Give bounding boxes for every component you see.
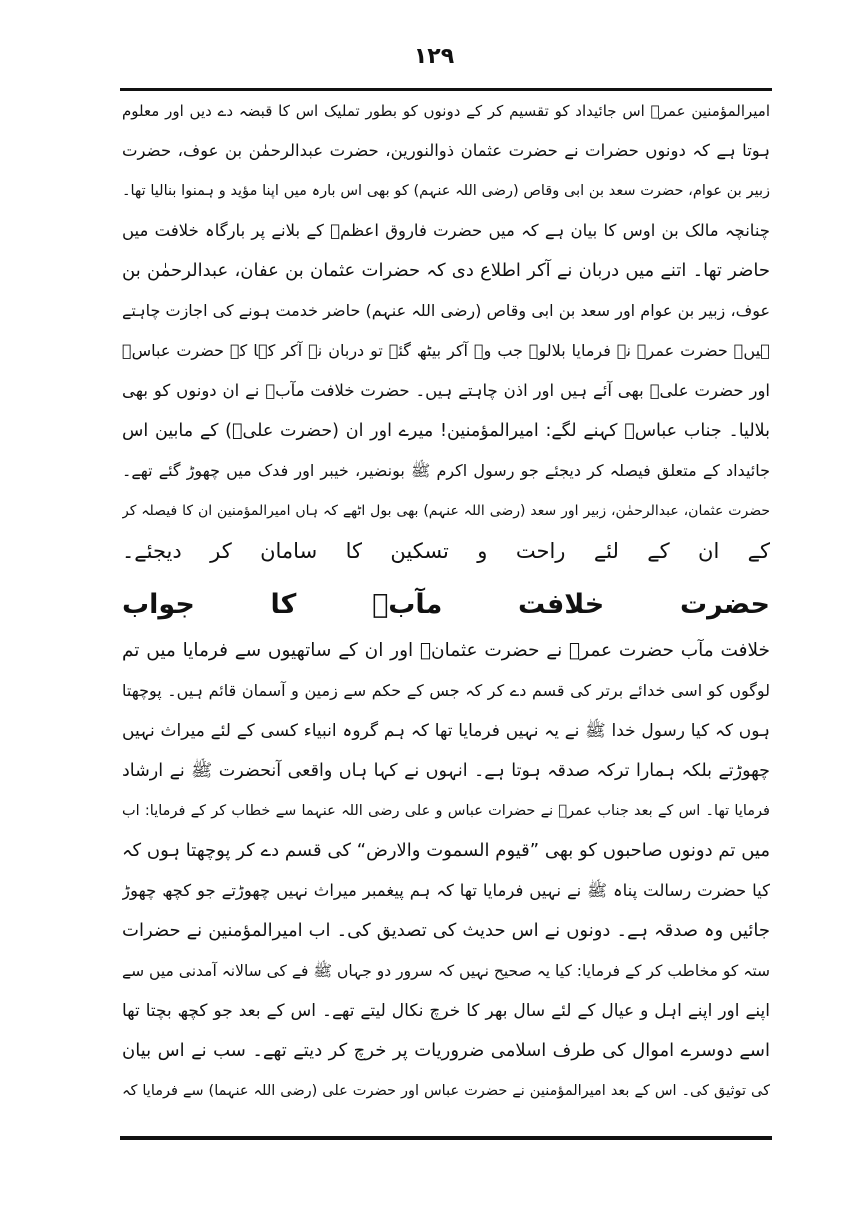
bottom-rule: [120, 1136, 772, 1140]
text-line: کی توثیق کی۔ اس کے بعد امیرالمؤمنین نے حضرت عباس اور حضرت علی (رضی اللہ عنہما) سے فرمایا کہ: [122, 1083, 770, 1099]
text-line: زبیر بن عوام، حضرت سعد بن ابی وقاص (رضی اللہ عنہم) کو بھی اس بارہ میں اپنا مؤید و ہمنوا بنالیا تھا۔: [122, 183, 770, 199]
text-line: عوف، زبیر بن عوام اور سعد بن ابی وقاص (رضی اللہ عنہم) حاضر خدمت ہونے کی اجازت چاہتے: [122, 301, 770, 320]
text-line: کے ان کے لئے راحت و تسکین کا سامان کر دیجئے۔: [122, 539, 770, 563]
text-column: [122, 96, 770, 1132]
text-line: خلافت مآب حضرت عمرؓ نے حضرت عثمانؓ اور ان کے ساتھیوں سے فرمایا میں تم: [122, 640, 770, 661]
section-heading: حضرت خلافت مآبؓ کا جواب: [122, 589, 770, 620]
text-line: امیرالمؤمنین عمرؓ اس جائیداد کو تقسیم کر کے دونوں کو بطور تملیک اس کا قبضہ دے دیں اور معلوم: [122, 102, 770, 120]
text-line: کیا حضرت رسالت پناہ ﷺ نے نہیں فرمایا تھا کہ ہم پیغمبر میراث نہیں چھوڑتے جو کچھ چھوڑ: [122, 881, 770, 900]
text-line: ستہ کو مخاطب کر کے فرمایا: کیا یہ صحیح نہیں کہ سرور دو جہاں ﷺ فے کی سالانہ آمدنی میں سے: [122, 962, 770, 980]
text-line: چھوڑتے بلکہ ہمارا ترکہ صدقہ ہوتا ہے۔ انہوں نے کہا ہاں واقعی آنحضرت ﷺ نے ارشاد: [122, 761, 770, 781]
text-line: ہوتا ہے کہ دونوں حضرات نے حضرت عثمان ذوالنورین، حضرت عبدالرحمٰن بن عوف، حضرت: [122, 141, 770, 160]
top-rule: [120, 88, 772, 91]
text-line: لوگوں کو اسی خدائے برتر کی قسم دے کر کہ جس کے حکم سے زمین و آسمان قائم ہیں۔ پوچھتا: [122, 681, 770, 700]
page-number: ۱۲۹: [413, 44, 455, 69]
text-line: حاضر تھا۔ اتنے میں دربان نے آکر اطلاع دی کہ حضرات عثمان بن عفان، عبدالرحمٰن بن: [122, 260, 770, 281]
text-line: جائیداد کے متعلق فیصلہ کر دیجئے جو رسول اکرم ﷺ بونضیر، خیبر اور فدک میں چھوڑ گئے تھے۔: [122, 461, 770, 480]
text-line: اور حضرت علیؓ بھی آئے ہیں اور اذن چاہتے ہیں۔ حضرت خلافت مآبؓ نے ان دونوں کو بھی: [122, 381, 770, 400]
text-line: حضرت عثمان، عبدالرحمٰن، زبیر اور سعد (رضی اللہ عنہم) بھی بول اٹھے کہ ہاں امیرالمؤمنین ان کا فیصلہ کر: [122, 503, 770, 519]
text-line: اپنے اور اپنے اہل و عیال کے لئے سال بھر کا خرچ نکال لیتے تھے۔ اس کے بعد جو کچھ بچتا تھا: [122, 1001, 770, 1021]
text-line: چنانچہ مالک بن اوس کا بیان ہے کہ میں حضرت فاروق اعظمؓ کے بلانے پر بارگاہ خلافت میں: [122, 221, 770, 240]
text-line: ہوں کہ کیا رسول خدا ﷺ نے یہ نہیں فرمایا تھا کہ ہم گروہ انبیاء کسی کے لئے میراث نہیں: [122, 721, 770, 741]
text-line: اسے دوسرے اموال کی طرف اسلامی ضروریات پر خرچ کر دیتے تھے۔ سب نے اس بیان: [122, 1040, 770, 1061]
text-line: بلالیا۔ جناب عباسؓ کہنے لگے: امیرالمؤمنین! میرے اور ان (حضرت علیؓ) کے مابین اس: [122, 421, 770, 441]
text-line: جائیں وہ صدقہ ہے۔ دونوں نے اس حدیث کی تصدیق کی۔ اب امیرالمؤمنین نے حضرات: [122, 920, 770, 941]
text-line: میں تم دونوں صاحبوں کو بھی ”قیوم السموت والارض“ کی قسم دے کر پوچھتا ہوں کہ: [122, 840, 770, 861]
text-line: ہیں۔ حضرت عمرؓ نے فرمایا بلالو۔ جب وہ آکر بیٹھ گئے تو دربان نے آکر کہا کہ حضرت عباسؓ: [122, 341, 770, 360]
text-line: فرمایا تھا۔ اس کے بعد جناب عمرؓ نے حضرات عباس و علی رضی اللہ عنہما سے خطاب کر کے فرمایا: اب: [122, 803, 770, 819]
